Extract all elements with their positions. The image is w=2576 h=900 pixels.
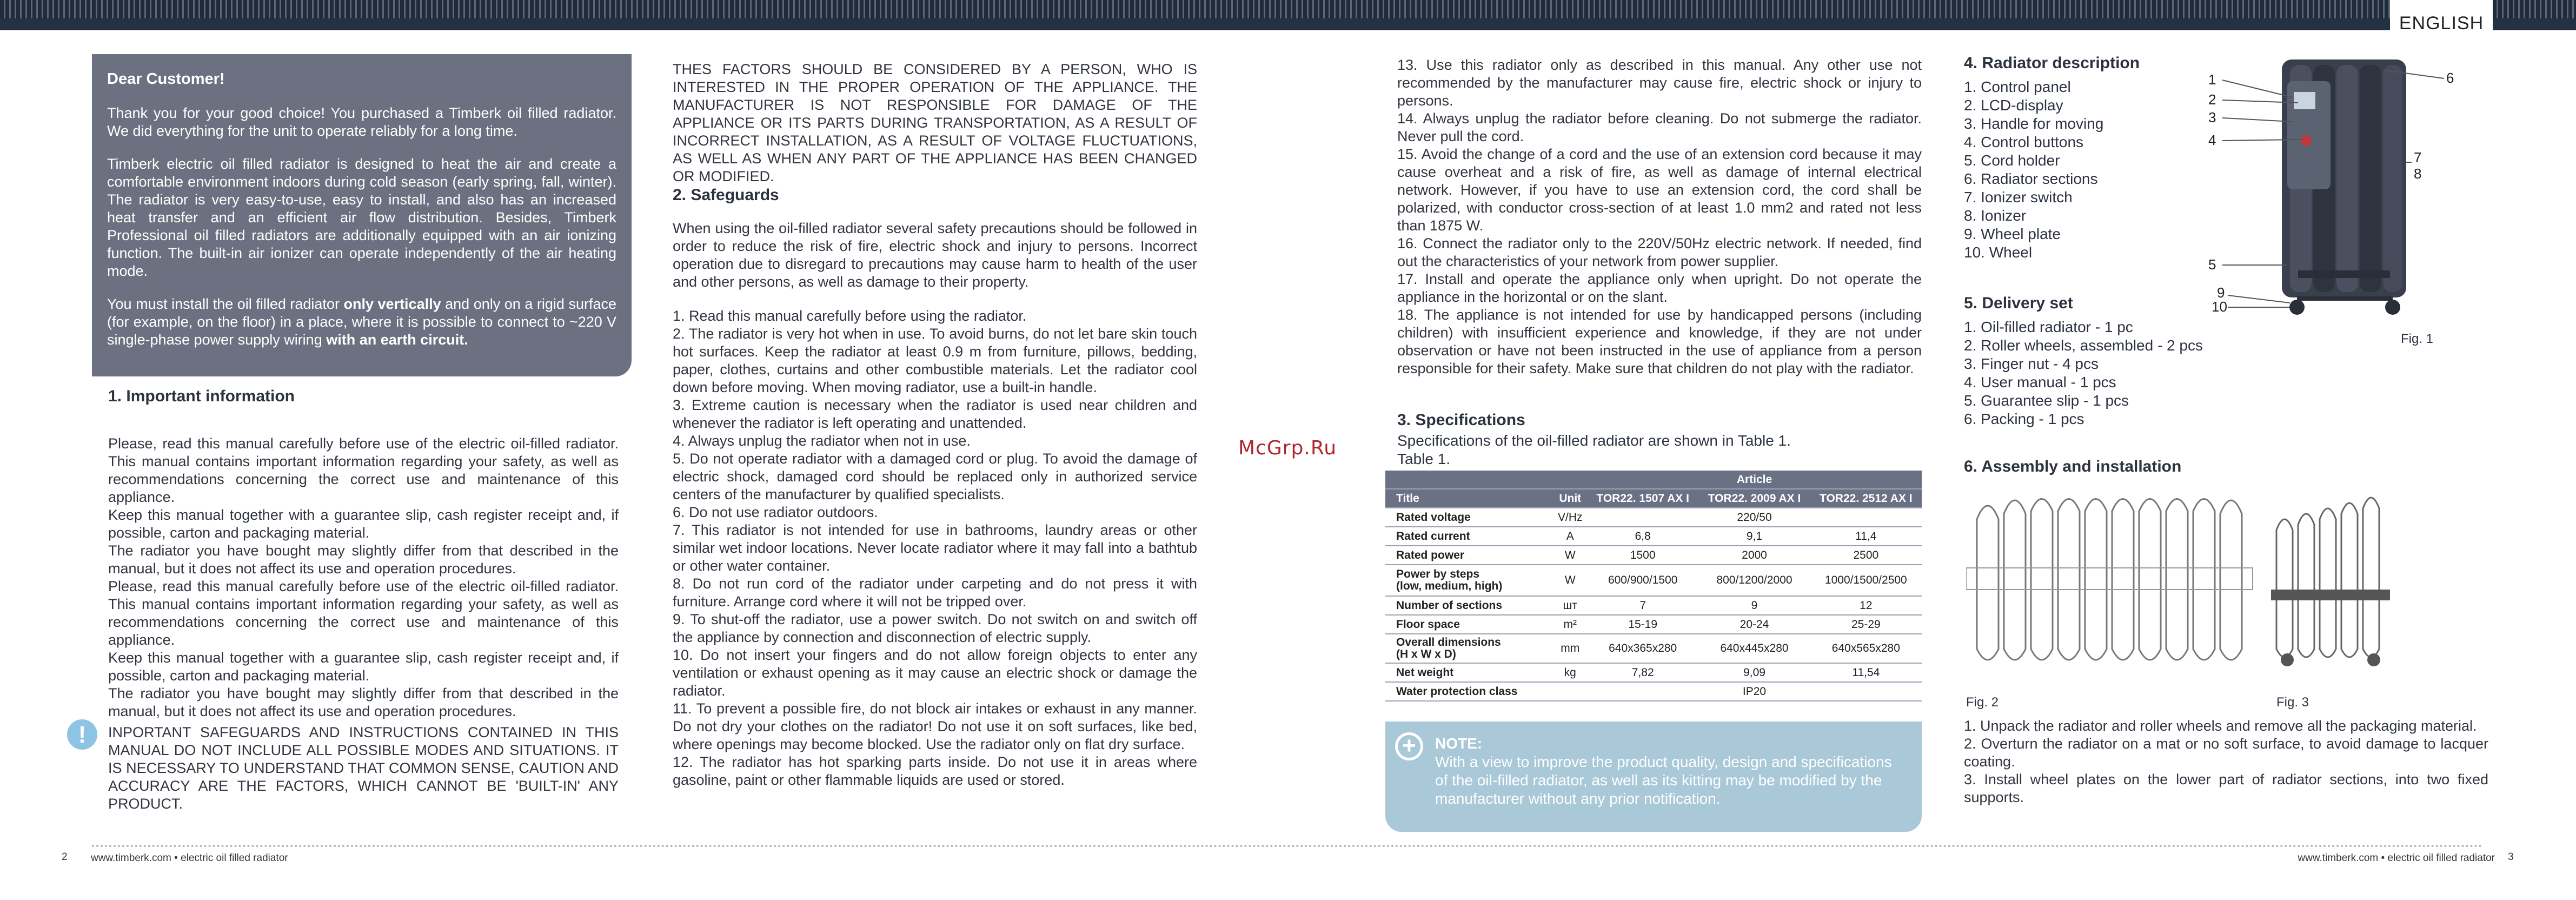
row-unit: m² (1553, 615, 1588, 634)
table-row (1385, 508, 1922, 527)
liability-paragraph: THES FACTORS SHOULD BE CONSIDERED BY A PERSON, WHO IS INTERESTED IN THE PROPER OPERATION OF THE APPLIANCE. THE MANUFACTURER IS NOT RESPONSIBLE FOR DAMAGE OF THE APPLIANCE OR ITS PARTS DURING TRANSPORTATION, AS A RESULT OF INCORRECT INSTALLATION, AS A RESULT OF VOLTAGE FLUCTUATIONS, AS WELL AS WHEN ANY PART OF THE APPLIANCE HAS BEEN CHANGED OR MODIFIED. (673, 61, 1197, 184)
callout-7: 7 (2414, 149, 2422, 166)
row-title: Rated current (1385, 527, 1553, 546)
note-title: NOTE: (1435, 735, 1483, 752)
delivery-item: 5. Guarantee slip - 1 pcs (1964, 392, 2129, 409)
table-caption: Table 1. (1397, 451, 1451, 467)
safeguard-item: 4. Always unplug the radiator when not in use. (673, 433, 971, 449)
description-item: 6. Radiator sections (1964, 170, 2098, 187)
greeting-box (92, 54, 632, 376)
important-line: The radiator you have bought may slightly differ from that described in the manual, but it does not affect its use and operation procedures. (108, 542, 619, 577)
row-value: 640x365x280 (1587, 634, 1698, 663)
row-title-sub: (low, medium, high) (1396, 580, 1503, 592)
fig2-illustration (1966, 487, 2258, 676)
row-title: Rated power (1385, 546, 1553, 565)
safeguard-item: 10. Do not insert your fingers and do not allow foreign objects to enter any ventilation or exhaust opening as it may cause an electric shock or damage the radiator. (673, 647, 1197, 699)
safeguard-item: 14. Always unplug the radiator before cleaning. Do not submerge the radiator. Never pull the cord. (1397, 110, 1922, 144)
description-item: 10. Wheel (1964, 244, 2033, 261)
description-item: 7. Ionizer switch (1964, 189, 2073, 206)
greeting-paragraph-1: Thank you for your good choice! You purchased a Timberk oil filled radiator. We did everything for the unit to operate reliably for a long time. (107, 105, 616, 139)
description-item: 4. Control buttons (1964, 134, 2084, 150)
safeguard-item: 1. Read this manual carefully before using the radiator. (673, 308, 1027, 324)
model-header: TOR22. 2512 AX I (1810, 489, 1922, 508)
delivery-item: 3. Finger nut - 4 pcs (1964, 355, 2099, 372)
greeting-paragraph-3 (107, 295, 616, 349)
row-unit: W (1553, 546, 1588, 565)
row-value: IP20 (1587, 682, 1922, 701)
table-header-row (1385, 489, 1922, 508)
assembly-step: 2. Overturn the radiator on a mat or no soft surface, to avoid damage to lacquer coating. (1964, 736, 2488, 770)
table-row (1385, 682, 1922, 701)
greeting-paragraph-2: Timberk electric oil filled radiator is designed to heat the air and create a comfortable environment indoors during cold season (early spring, fall, winter). The radiator is very easy-to-use, easy to install, and also has an increased heat transfer and an efficient air flow distribution. Besides, Timberk Professional oil filled radiators are additionally equipped with an air ionizing function. The built-in air ionizer can operate independently of the air heating mode. (107, 156, 616, 279)
row-value: 11,54 (1810, 663, 1922, 682)
table-row (1385, 663, 1922, 682)
callout-2: 2 (2208, 91, 2216, 108)
greeting-title: Dear Customer! (107, 70, 225, 88)
row-title: Water protection class (1385, 682, 1553, 701)
assembly-step: 3. Install wheel plates on the lower part of radiator sections, into two fixed supports. (1964, 771, 2488, 805)
callout-8: 8 (2414, 166, 2422, 182)
description-item: 1. Control panel (1964, 78, 2071, 95)
radiator-body (2282, 59, 2406, 315)
assembly-steps (1964, 717, 2488, 806)
safeguard-item: 13. Use this radiator only as described in this manual. Any other use not recommended by the manufacturer may cause fire, electric shock or injury to persons. (1397, 57, 1922, 109)
plus-icon: + (1395, 732, 1423, 760)
note-text: With a view to improve the product quality, design and specifications of the oil-filled radiator, as well as its kitting may be modified by the manufacturer without any prior notification. (1435, 753, 1892, 807)
note-box (1385, 722, 1922, 832)
description-item: 2. LCD-display (1964, 97, 2063, 114)
fig3-caption: Fig. 3 (2276, 695, 2309, 710)
specifications-section (1397, 411, 1922, 468)
row-value: 2500 (1810, 546, 1922, 565)
model-header: TOR22. 2009 AX I (1698, 489, 1810, 508)
specifications-intro: Specifications of the oil-filled radiator are shown in Table 1. (1397, 432, 1791, 449)
table-header-cell (1385, 471, 1553, 489)
row-title-sub: (H x W x D) (1396, 648, 1456, 660)
description-item: 8. Ionizer (1964, 207, 2027, 224)
row-value: 20-24 (1698, 615, 1810, 634)
row-unit: kg (1553, 663, 1588, 682)
row-value: 9,09 (1698, 663, 1810, 682)
watermark: McGrp.Ru (1238, 437, 1337, 459)
row-title: Net weight (1385, 663, 1553, 682)
safeguard-item: 17. Install and operate the appliance only when upright. Do not operate the appliance in the horizontal or on the slant. (1397, 271, 1922, 305)
safeguard-item: 12. The radiator has hot sparking parts inside. Do not use it in areas where gasoline, paint or other flammable liquids are used or stored. (673, 754, 1197, 788)
callout-4: 4 (2208, 132, 2216, 148)
delivery-item: 4. User manual - 1 pcs (1964, 374, 2116, 391)
row-value: 640x565x280 (1810, 634, 1922, 663)
safeguard-item: 5. Do not operate radiator with a damaged cord or plug. To avoid the damage of electric shock, damaged cord should be replaced only in authorized service centers of the manufacturer by qualified specialists. (673, 451, 1197, 502)
row-value: 1000/1500/2500 (1810, 565, 1922, 596)
greeting-p3-emphasis-2: with an earth circuit. (326, 332, 468, 348)
greeting-p3-emphasis: only vertically (343, 296, 441, 312)
delivery-title: 5. Delivery set (1964, 294, 2073, 312)
row-title: Rated voltage (1385, 508, 1553, 527)
greeting-p3-text: You must install the oil filled radiator (107, 296, 344, 312)
footer-url-left: www.timberk.com • electric oil filled radiator (91, 852, 288, 864)
row-unit: mm (1553, 634, 1588, 663)
description-title: 4. Radiator description (1964, 54, 2140, 72)
safeguard-item: 2. The radiator is very hot when in use. To avoid burns, do not let bare skin touch hot surfaces. Keep the radiator at least 0.9 m from furniture, pillows, bedding, paper, clothes, curtains and other combustible materials. Let the radiator cool down before moving. When moving radiator, use a built-in handle. (673, 326, 1197, 395)
footer-divider (92, 845, 2484, 847)
row-title: Floor space (1385, 615, 1553, 634)
row-title (1385, 634, 1553, 663)
safeguard-item: 11. To prevent a possible fire, do not block air intakes or exhaust in any manner. Do not dry your clothes on the radiator! Do not use it on soft surfaces, like bed, where openings may become blocked. Use the radiator only on flat dry surface. (673, 700, 1197, 752)
description-item: 9. Wheel plate (1964, 226, 2061, 242)
safeguards-title: 2. Safeguards (673, 186, 779, 204)
important-line: Please, read this manual carefully before use of the electric oil-filled radiator. This manual contains important information regarding your safety, as well as recommendations concerning the correct use and maintenance of this appliance. (108, 435, 619, 505)
row-unit: W (1553, 565, 1588, 596)
safeguard-item: 15. Avoid the change of a cord and the use of an extension cord because it may cause overheat and a risk of fire, as well as damage of internal electrical network. However, if you have to use an extension cord, the cord shall be polarized, with conductor cross-section of at least 1.0 mm2 and rated not less than 1875 W. (1397, 146, 1922, 234)
important-line: The radiator you have bought may slightly differ from that described in the manual, but it does not affect its use and operation procedures. (108, 685, 619, 719)
description-section (1964, 54, 2213, 262)
row-unit: V/Hz (1553, 508, 1588, 527)
row-value: 7,82 (1587, 663, 1698, 682)
description-item: 3. Handle for moving (1964, 115, 2104, 132)
page-number-left: 2 (62, 851, 68, 863)
row-unit: A (1553, 527, 1588, 546)
row-value: 11,4 (1810, 527, 1922, 546)
safeguard-item: 16. Connect the radiator only to the 220V/50Hz electric network. If needed, find out the characteristics of your network from power supplier. (1397, 235, 1922, 269)
table-row (1385, 615, 1922, 634)
callout-6: 6 (2446, 70, 2454, 86)
row-unit: шт (1553, 596, 1588, 615)
model-header: TOR22. 1507 AX I (1587, 489, 1698, 508)
row-value: 2000 (1698, 546, 1810, 565)
safeguard-item: 7. This radiator is not intended for use in bathrooms, laundry areas or other similar wet indoor locations. Never locate radiator where it may fall into a bathtub or other water container. (673, 522, 1197, 574)
row-title (1385, 565, 1553, 596)
callout-9: 9 (2217, 284, 2225, 301)
footer-url-right: www.timberk.com • electric oil filled radiator (2298, 852, 2495, 864)
row-value: 1500 (1587, 546, 1698, 565)
delivery-item: 2. Roller wheels, assembled - 2 pcs (1964, 337, 2203, 354)
callout-3: 3 (2208, 109, 2216, 125)
row-value: 7 (1587, 596, 1698, 615)
important-title: 1. Important information (108, 387, 295, 405)
row-value: 220/50 (1587, 508, 1922, 527)
row-value: 6,8 (1587, 527, 1698, 546)
row-value: 15-19 (1587, 615, 1698, 634)
safeguards-section (673, 186, 1197, 789)
language-label: ENGLISH (2390, 0, 2493, 36)
greeting-p3-text-2: and only on a rigid surface (for example, on the floor) in a place, where it is possible to connect to ~220 V single-phase power supply wiring (107, 296, 616, 348)
safeguard-item: 8. Do not run cord of the radiator under carpeting and do not press it with furniture. Arrange cord where it will not be tripped over. (673, 575, 1197, 610)
unit-header: Unit (1553, 489, 1588, 508)
row-title-main: Power by steps (1396, 568, 1480, 580)
important-line: Keep this manual together with a guarantee slip, cash register receipt and, if possible, carton and packaging material. (108, 507, 619, 541)
page-number-right: 3 (2508, 851, 2514, 863)
caution-paragraph: INPORTANT SAFEGUARDS AND INSTRUCTIONS CONTAINED IN THIS MANUAL DO NOT INCLUDE ALL POSSIBLE MODES AND SITUATIONS. IT IS NECESSARY TO UNDERSTAND THAT COMMON SENSE, CAUTION AND ACCURACY ARE THE FACTORS, WHICH CANNOT BE 'BUILT-IN' ANY PRODUCT. (108, 724, 619, 812)
exclamation-icon: ! (67, 719, 97, 750)
table-row (1385, 596, 1922, 615)
table-row (1385, 565, 1922, 596)
row-value: 12 (1810, 596, 1922, 615)
table-header-row (1385, 471, 1922, 489)
assembly-title: 6. Assembly and installation (1964, 458, 2182, 475)
header-band (0, 18, 2576, 30)
safeguards-intro: When using the oil-filled radiator several safety precautions should be followed in order to reduce the risk of fire, electric shock and injury to persons. Incorrect operation due to disregard to precautions may cause harm to health of the user and other persons, as well as damage to their property. (673, 220, 1197, 290)
row-value: 600/900/1500 (1587, 565, 1698, 596)
important-section (108, 387, 619, 720)
row-value: 9,1 (1698, 527, 1810, 546)
specifications-table (1385, 471, 1922, 702)
safeguards-continued (1397, 56, 1922, 378)
safeguard-item: 18. The appliance is not intended for use by handicapped persons (including children) with insufficient experience and knowledge, if they are not under observation or have not been instructed in the use of appliance from a person responsible for their safety. Make sure that children do not play with the radiator. (1397, 307, 1922, 376)
delivery-item: 6. Packing - 1 pcs (1964, 411, 2084, 427)
row-value: 640x445x280 (1698, 634, 1810, 663)
row-value: 25-29 (1810, 615, 1922, 634)
important-line: Keep this manual together with a guarantee slip, cash register receipt and, if possible, carton and packaging material. (108, 650, 619, 684)
safeguard-item: 3. Extreme caution is necessary when the radiator is used near children and whenever the radiator is left operating and unattended. (673, 397, 1197, 431)
title-header: Title (1385, 489, 1553, 508)
safeguard-item: 6. Do not use radiator outdoors. (673, 504, 878, 520)
specifications-title: 3. Specifications (1397, 411, 1525, 429)
table-row (1385, 546, 1922, 565)
article-header: Article (1587, 471, 1922, 489)
delivery-item: 1. Oil-filled radiator - 1 pc (1964, 319, 2133, 335)
table-row (1385, 527, 1922, 546)
fig2-caption: Fig. 2 (1966, 695, 1999, 710)
delivery-section (1964, 294, 2245, 428)
safeguard-item: 9. To shut-off the radiator, use a power switch. Do not switch on and switch off the appliance by connection and disconnection of electric supply. (673, 611, 1197, 645)
assembly-step: 1. Unpack the radiator and roller wheels and remove all the packaging material. (1964, 718, 2477, 734)
fig1-caption: Fig. 1 (2401, 332, 2434, 346)
description-item: 5. Cord holder (1964, 152, 2060, 169)
callout-10: 10 (2212, 299, 2227, 315)
table-header-cell (1553, 471, 1588, 489)
row-title: Number of sections (1385, 596, 1553, 615)
row-title-main: Overall dimensions (1396, 636, 1501, 648)
row-unit (1553, 682, 1588, 701)
fig3-illustration (2266, 487, 2406, 676)
callout-5: 5 (2208, 256, 2216, 273)
row-value: 800/1200/2000 (1698, 565, 1810, 596)
table-row (1385, 634, 1922, 663)
radiator-illustration (2206, 49, 2477, 330)
callout-1: 1 (2208, 71, 2216, 88)
row-value: 9 (1698, 596, 1810, 615)
important-line: Please, read this manual carefully before use of the electric oil-filled radiator. This manual contains important information regarding your safety, as well as recommendations concerning the correct use and maintenance of this appliance. (108, 578, 619, 648)
